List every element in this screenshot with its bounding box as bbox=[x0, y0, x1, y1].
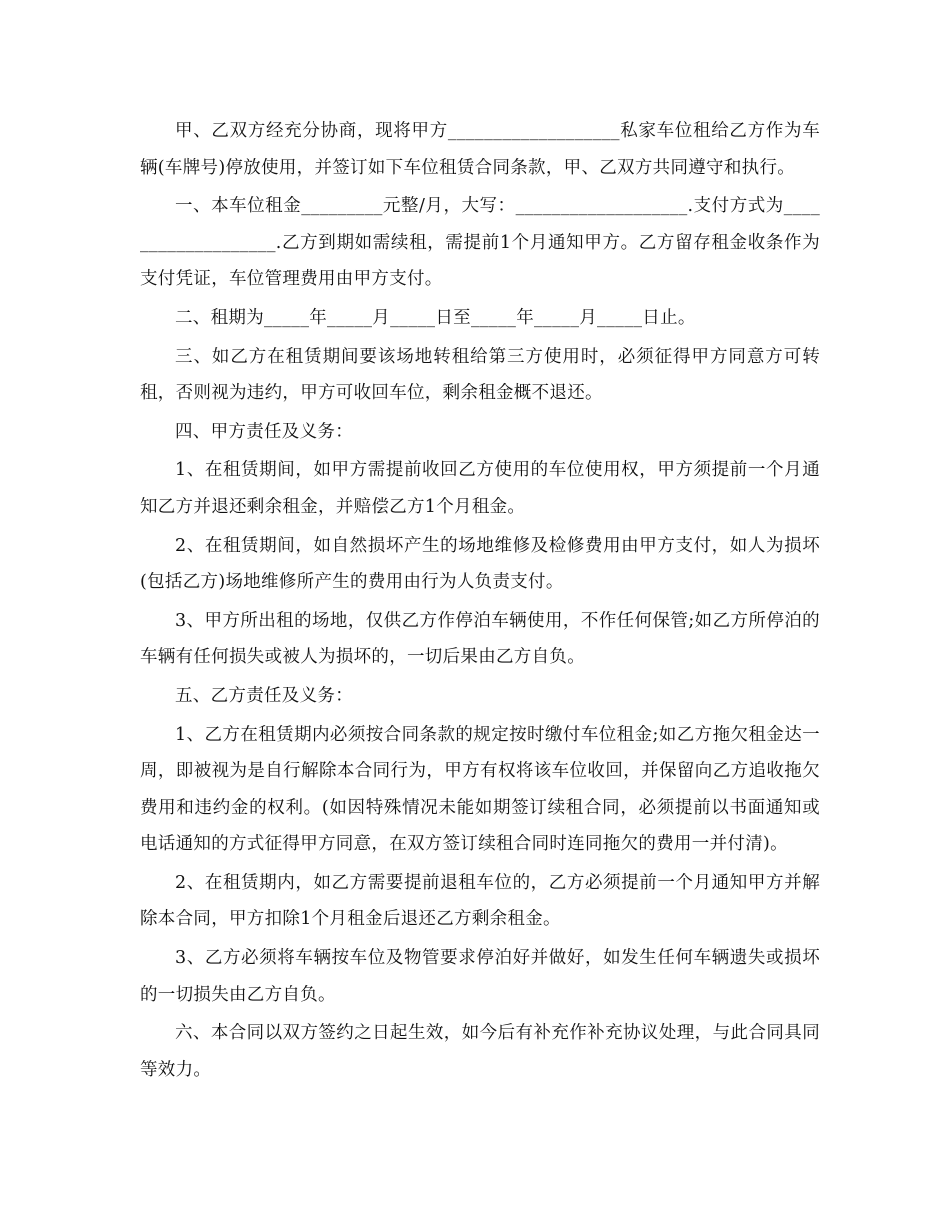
paragraph-clause-1-rent: 一、本车位租金_________元整/月，大写：___________________.支付方式为___________________.乙方到期如需续租，需提前1个月通知甲方。乙方留存租金收条作为支付凭证，车位管理费用由甲方支付。 bbox=[140, 196, 820, 290]
heading-party-a-duties: 四、甲方责任及义务： bbox=[175, 421, 353, 442]
paragraph-party-b-item-3: 3、乙方必须将车辆按车位及物管要求停泊好并做好，如发生任何车辆遗失或损坏的一切损失由乙方自负。 bbox=[140, 948, 820, 1005]
paragraph-intro: 甲、乙双方经充分协商，现将甲方___________________私家车位租给乙方作为车辆(车牌号)停放使用，并签订如下车位租赁合同条款，甲、乙双方共同遵守和执行。 bbox=[140, 121, 820, 178]
paragraph-party-b-item-1: 1、乙方在租赁期内必须按合同条款的规定按时缴付车位租金;如乙方拖欠租金达一周，即被视为是自行解除本合同行为，甲方有权将该车位收回，并保留向乙方追收拖欠费用和违约金的权利。(如因特殊情况未能如期签订续租合同，必须提前以书面通知或电话通知的方式征得甲方同意，在双方签订续租合同时连同拖欠的费用一并付清)。 bbox=[140, 724, 820, 855]
paragraph-party-a-item-3: 3、甲方所出租的场地，仅供乙方作停泊车辆使用，不作任何保管;如乙方所停泊的车辆有任何损失或被人为损坏的，一切后果由乙方自负。 bbox=[140, 610, 820, 668]
paragraph-clause-2-term: 二、租期为_____年_____月_____日至_____年_____月_____日止。 bbox=[175, 307, 696, 328]
paragraph-party-a-item-2: 2、在租赁期间，如自然损坏产生的场地维修及检修费用由甲方支付，如人为损坏(包括乙方)场地维修所产生的费用由行为人负责支付。 bbox=[140, 535, 820, 593]
paragraph-party-a-item-1: 1、在租赁期间，如甲方需提前收回乙方使用的车位使用权，甲方须提前一个月通知乙方并退还剩余租金，并赔偿乙方1个月租金。 bbox=[140, 460, 820, 517]
paragraph-party-b-item-2: 2、在租赁期内，如乙方需要提前退租车位的，乙方必须提前一个月通知甲方并解除本合同，甲方扣除1个月租金后退还乙方剩余租金。 bbox=[140, 872, 820, 930]
heading-party-b-duties: 五、乙方责任及义务： bbox=[175, 685, 353, 706]
paragraph-clause-3-sublet: 三、如乙方在租赁期间要该场地转租给第三方使用时，必须征得甲方同意方可转租，否则视为违约，甲方可收回车位，剩余租金概不退还。 bbox=[140, 346, 820, 404]
paragraph-clause-6-effective: 六、本合同以双方签约之日起生效，如今后有补充作补充协议处理，与此合同具同等效力。 bbox=[140, 1023, 820, 1080]
contract-body bbox=[140, 113, 820, 1090]
